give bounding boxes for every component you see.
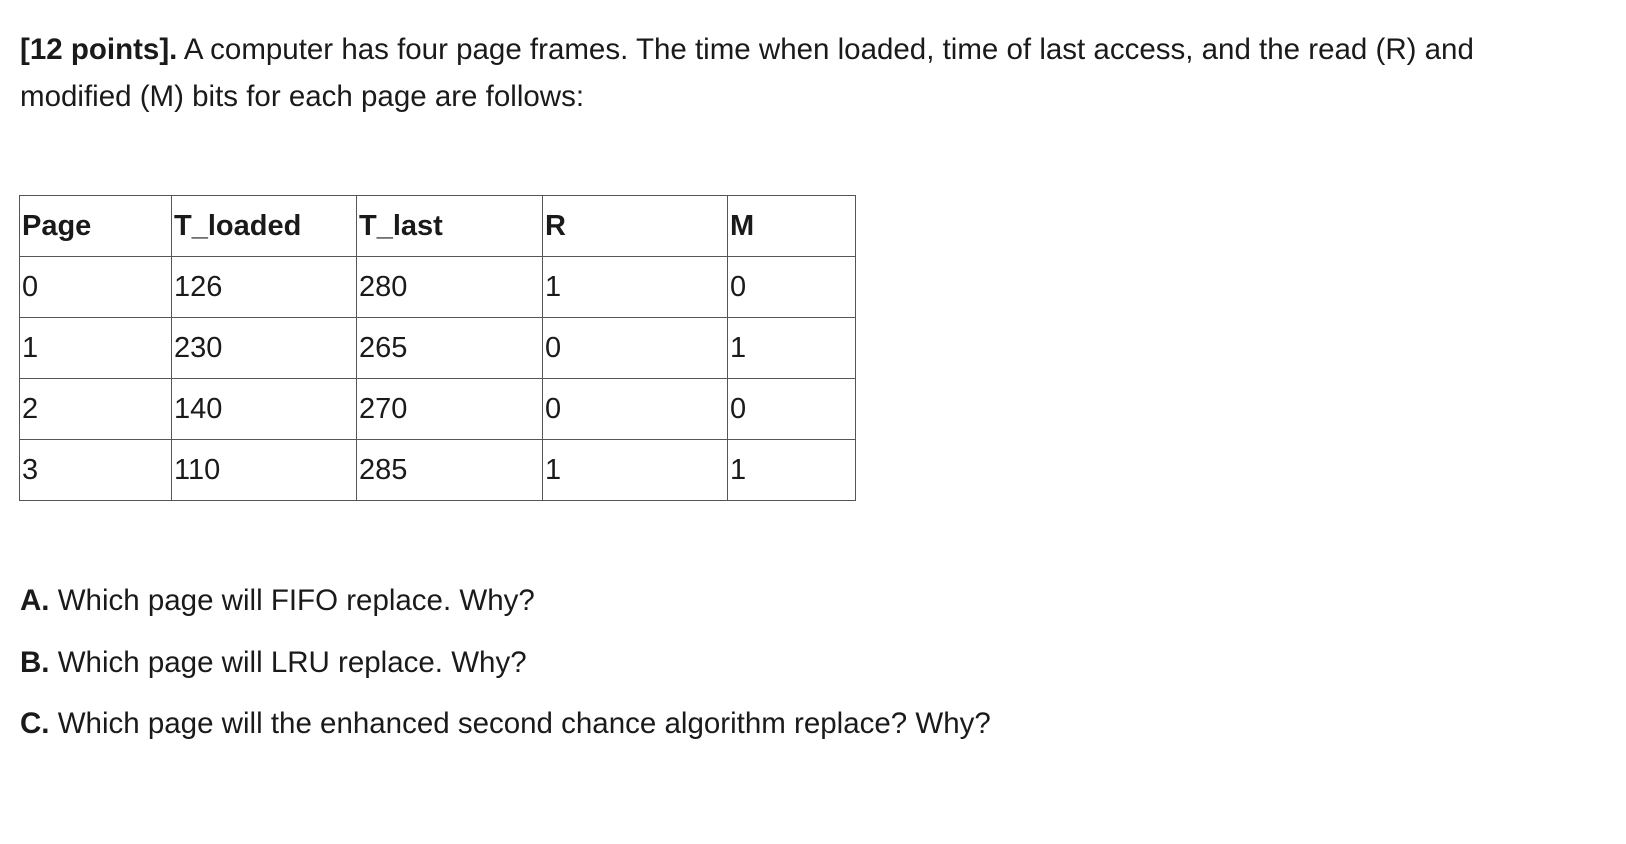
cell-t-loaded: 126 — [172, 257, 357, 318]
cell-m: 1 — [728, 440, 856, 501]
cell-page: 1 — [20, 318, 172, 379]
cell-t-loaded: 110 — [172, 440, 357, 501]
column-header-r: R — [543, 196, 728, 257]
column-header-t-last: T_last — [357, 196, 543, 257]
cell-page: 3 — [20, 440, 172, 501]
cell-page: 0 — [20, 257, 172, 318]
table-row — [20, 440, 856, 501]
question-a — [20, 579, 991, 641]
question-label: B. — [20, 645, 50, 679]
column-header-t-loaded: T_loaded — [172, 196, 357, 257]
question-b — [20, 641, 991, 703]
page-frames-table — [19, 195, 856, 501]
problem-statement-line-1 — [20, 26, 1610, 73]
table-row — [20, 318, 856, 379]
problem-statement — [20, 26, 1610, 120]
question-label: A. — [20, 584, 50, 617]
cell-t-loaded: 140 — [172, 379, 357, 440]
questions-list — [20, 579, 991, 764]
question-text: Which page will LRU replace. Why? — [49, 645, 527, 679]
cell-r: 1 — [543, 257, 728, 318]
cell-t-last: 285 — [357, 440, 543, 501]
cell-t-loaded: 230 — [172, 318, 357, 379]
cell-r: 0 — [543, 318, 728, 379]
cell-t-last: 265 — [357, 318, 543, 379]
question-text: Which page will FIFO replace. Why? — [49, 584, 535, 617]
question-text: Which page will the enhanced second chance algorithm replace? Why? — [49, 707, 991, 740]
table-header-row — [20, 196, 856, 257]
points-label: [12 points]. — [20, 33, 178, 66]
cell-t-last: 270 — [357, 379, 543, 440]
cell-r: 1 — [543, 440, 728, 501]
cell-page: 2 — [20, 379, 172, 440]
column-header-page: Page — [20, 196, 172, 257]
problem-statement-text-1: A computer has four page frames. The time when loaded, time of last access, and the read (R) and — [177, 33, 1474, 66]
problem-statement-line-2: modified (M) bits for each page are follows: — [20, 80, 585, 113]
question-label: C. — [20, 707, 50, 740]
cell-m: 0 — [728, 257, 856, 318]
cell-r: 0 — [543, 379, 728, 440]
cell-m: 0 — [728, 379, 856, 440]
table-row — [20, 379, 856, 440]
question-c — [20, 702, 991, 764]
cell-m: 1 — [728, 318, 856, 379]
column-header-m: M — [728, 196, 856, 257]
table-row — [20, 257, 856, 318]
cell-t-last: 280 — [357, 257, 543, 318]
